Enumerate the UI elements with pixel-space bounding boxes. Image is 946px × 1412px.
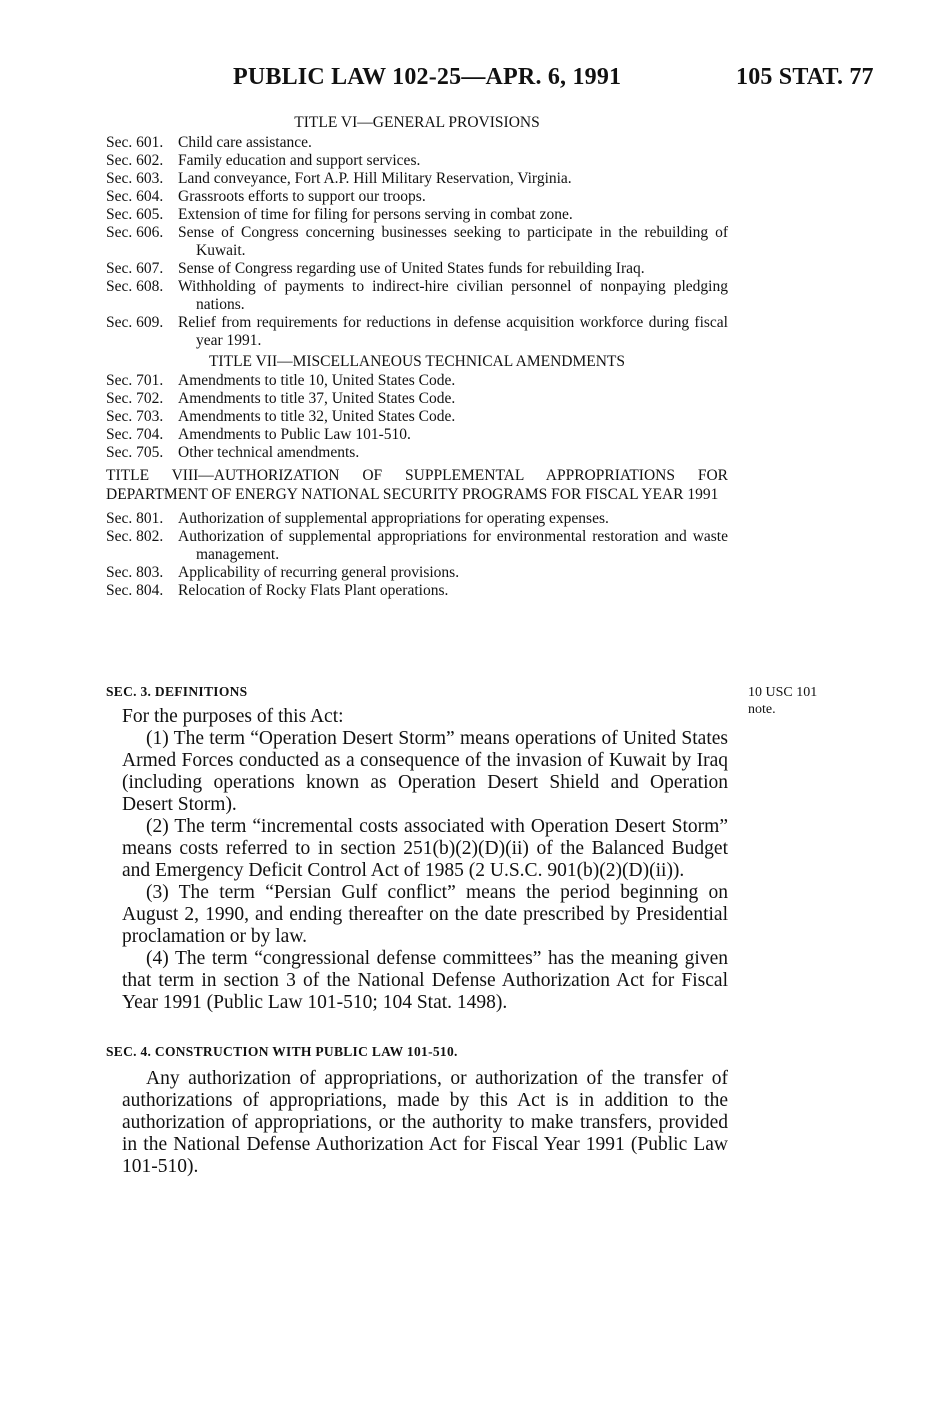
definition-paragraph: (3) The term “Persian Gulf conflict” means the period beginning on August 2, 1990, and ending thereafter on the date prescribed by Presidential proclamation or by law.	[122, 882, 728, 947]
sec4-heading: SEC. 4. CONSTRUCTION WITH PUBLIC LAW 101-510.	[106, 1044, 458, 1059]
usc-sidenote: 10 USC 101 note.	[748, 685, 818, 717]
toc-entry-number: Sec. 704.	[106, 426, 164, 443]
title-vi-heading: TITLE VI—GENERAL PROVISIONS	[294, 114, 540, 131]
toc-entry-number: Sec. 804.	[106, 582, 164, 599]
toc-entry-text: Land conveyance, Fort A.P. Hill Military Reservation, Virginia.	[178, 170, 572, 187]
toc-entry-text: Relief from requirements for reductions in defense acquisition workforce during fiscal year 1991.	[178, 314, 728, 349]
toc-entry-number: Sec. 702.	[106, 390, 164, 407]
header-law-title: PUBLIC LAW 102-25—APR. 6, 1991	[233, 64, 622, 90]
toc-entry	[106, 390, 728, 408]
toc-entry-number: Sec. 803.	[106, 564, 164, 581]
sec4-paragraph: Any authorization of appropriations, or authorization of the transfer of authorizations of appropriations, made by this Act is in addition to the authorization of appropriations, or the authority to make transfers, provided in the National Defense Authorization Act for Fiscal Year 1991 (Public Law 101-510).	[122, 1068, 728, 1177]
toc-entry-text: Amendments to title 37, United States Code.	[178, 390, 456, 407]
title-vii-heading: TITLE VII—MISCELLANEOUS TECHNICAL AMENDMENTS	[208, 353, 626, 370]
toc-entry-text: Grassroots efforts to support our troops.	[178, 188, 426, 205]
toc-entry-number: Sec. 601.	[106, 134, 164, 151]
toc-entry-number: Sec. 605.	[106, 206, 164, 223]
toc-entry	[106, 224, 728, 260]
toc-entry-text: Relocation of Rocky Flats Plant operations.	[178, 582, 449, 599]
toc-entry	[106, 152, 728, 170]
title-vi-sections	[106, 134, 728, 350]
toc-entry	[106, 170, 728, 188]
toc-entry-text: Other technical amendments.	[178, 444, 360, 461]
toc-entry	[106, 408, 728, 426]
title-viii-sections	[106, 510, 728, 600]
header-stat-page: 105 STAT. 77	[736, 64, 874, 90]
toc-entry	[106, 372, 728, 390]
toc-entry	[106, 314, 728, 350]
toc-entry-text: Sense of Congress concerning businesses seeking to participate in the rebuilding of Kuwait.	[178, 224, 728, 259]
sec4-body	[122, 1068, 728, 1178]
toc-entry	[106, 444, 728, 462]
definition-paragraph: (1) The term “Operation Desert Storm” means operations of United States Armed Forces conducted as a consequence of the invasion of Kuwait by Iraq (including operations known as Operation Desert Shield and Operation Desert Storm).	[122, 728, 728, 815]
sec3-heading: SEC. 3. DEFINITIONS	[106, 684, 248, 699]
toc-entry-number: Sec. 606.	[106, 224, 164, 241]
toc-entry-number: Sec. 705.	[106, 444, 164, 461]
toc-entry	[106, 278, 728, 314]
toc-entry-text: Family education and support services.	[178, 152, 421, 169]
toc-entry-text: Authorization of supplemental appropriations for environmental restoration and waste management.	[178, 528, 728, 563]
toc-entry-text: Sense of Congress regarding use of United States funds for rebuilding Iraq.	[178, 260, 645, 277]
toc-entry-number: Sec. 608.	[106, 278, 164, 295]
toc-entry-text: Amendments to Public Law 101-510.	[178, 426, 411, 443]
table-of-contents	[106, 112, 728, 600]
definition-paragraph: (2) The term “incremental costs associated with Operation Desert Storm” means costs referred to in section 251(b)(2)(D)(ii) of the Balanced Budget and Emergency Deficit Control Act of 1985 (2 U.S.C. 901(b)(2)(D)(ii)).	[122, 816, 728, 881]
toc-entry	[106, 188, 728, 206]
toc-entry	[106, 582, 728, 600]
toc-entry-number: Sec. 703.	[106, 408, 164, 425]
toc-entry	[106, 134, 728, 152]
sec3-body	[122, 706, 728, 1014]
toc-entry-number: Sec. 801.	[106, 510, 164, 527]
toc-entry-number: Sec. 602.	[106, 152, 164, 169]
toc-entry-number: Sec. 607.	[106, 260, 164, 277]
toc-entry-text: Withholding of payments to indirect-hire civilian personnel of nonpaying pledging nations.	[178, 278, 728, 313]
toc-entry-number: Sec. 701.	[106, 372, 164, 389]
toc-entry	[106, 528, 728, 564]
toc-entry	[106, 260, 728, 278]
toc-entry-text: Applicability of recurring general provisions.	[178, 564, 460, 581]
toc-entry-text: Authorization of supplemental appropriations for operating expenses.	[178, 510, 609, 527]
toc-entry-number: Sec. 604.	[106, 188, 164, 205]
toc-entry	[106, 564, 728, 582]
toc-entry	[106, 510, 728, 528]
toc-entry	[106, 206, 728, 224]
toc-entry-number: Sec. 609.	[106, 314, 164, 331]
toc-entry-number: Sec. 802.	[106, 528, 164, 545]
title-viii-heading: TITLE VIII—AUTHORIZATION OF SUPPLEMENTAL APPROPRIATIONS FOR DEPARTMENT OF ENERGY NATIONAL SECURITY PROGRAMS FOR FISCAL YEAR 1991	[106, 467, 728, 503]
toc-entry	[106, 426, 728, 444]
running-header	[0, 64, 946, 98]
definition-paragraph: (4) The term “congressional defense committees” has the meaning given that term in section 3 of the National Defense Authorization Act for Fiscal Year 1991 (Public Law 101-510; 104 Stat. 1498).	[122, 948, 728, 1013]
title-vii-sections	[106, 372, 728, 462]
toc-entry-text: Amendments to title 32, United States Code.	[178, 408, 456, 425]
toc-entry-text: Child care assistance.	[178, 134, 312, 151]
sec3-intro: For the purposes of this Act:	[122, 706, 344, 727]
toc-entry-number: Sec. 603.	[106, 170, 164, 187]
toc-entry-text: Extension of time for filing for persons serving in combat zone.	[178, 206, 573, 223]
toc-entry-text: Amendments to title 10, United States Code.	[178, 372, 456, 389]
